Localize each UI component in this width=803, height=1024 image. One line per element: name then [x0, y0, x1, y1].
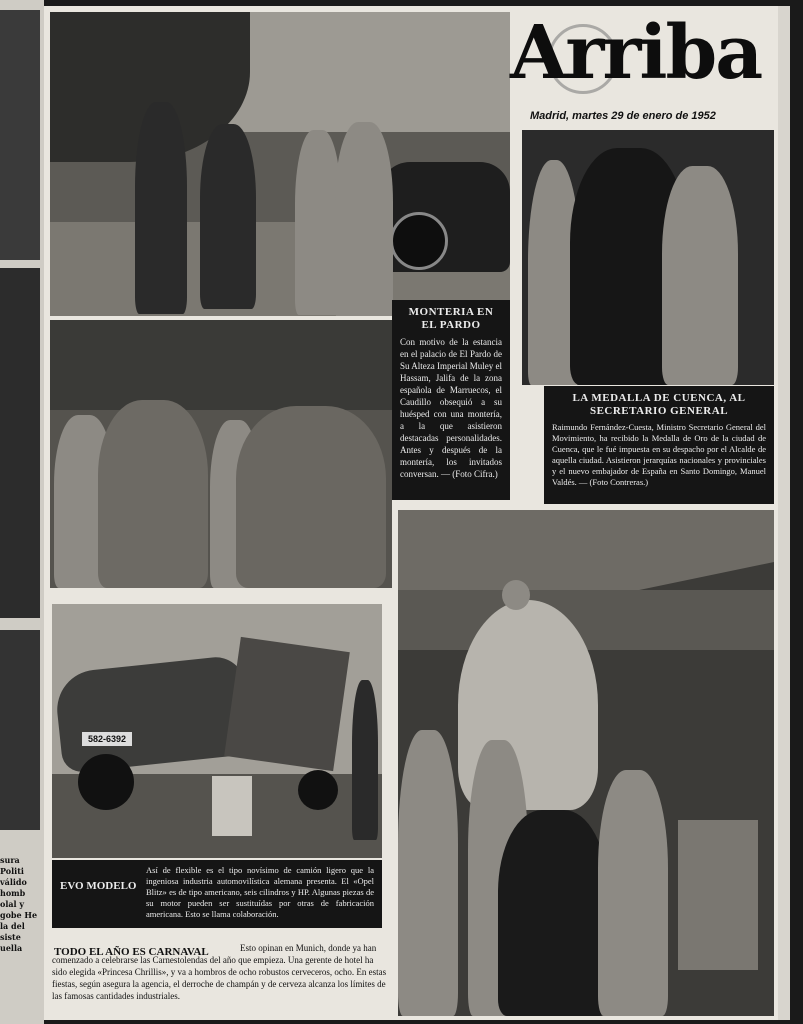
photo-monteria-guests [50, 320, 392, 588]
princess-head [502, 580, 530, 610]
figure-guest-2 [98, 400, 208, 588]
curtain-drapes [398, 590, 774, 650]
caption-monteria-heading: MONTERIA EN EL PARDO [408, 306, 494, 331]
truck-wheel-front [78, 754, 134, 810]
photo-monteria-palace [50, 12, 510, 316]
left-page-text-fragment: sura Politi válido homb olal y gobe He la del siste uella [0, 855, 38, 953]
truck-cab [53, 654, 252, 773]
photo-opel-truck [52, 604, 382, 858]
left-page-photo-middle [0, 268, 40, 618]
masthead [508, 8, 788, 120]
photo-medalla-ceremony [522, 130, 774, 385]
carnaval-text: Esto opinan en Munich, donde ya han comenzado a celebrarse las Carnestolendas del año que empieza. Una gerente de hotel ha sido elegida «Princesa Chrillis», y va a hombros de ocho robustos cerveceros, ocho. En estas fiestas, según asegura la agencia, el derroche de champán y de cerveza alcanza los límites de las famosas cantidades industriales. [52, 943, 387, 1001]
figure-carrier-3 [598, 770, 668, 1016]
carnaval-heading: TODO EL AÑO ES CARNAVAL [54, 946, 209, 958]
caption-monteria-text: Con motivo de la estancia en el palacio de El Pardo de Su Alteza Imperial Muley el Hassam, Jalifa de la zona española de Marruecos, el Caudillo obsequió a su huésped con una montería, a la que asistieron destacadas personalidades. Antes y después de la montería, los invitados conversan. — (Foto Cifra.) [400, 337, 502, 479]
figure-guest-4 [236, 406, 386, 588]
figure-carrier-1 [398, 730, 458, 1016]
caption-camion-text: Así de flexible es el tipo novísimo de camión ligero que la ingeniosa industria automovilística alemana presenta. El «Opel Blitz» es de tipo americano, seis cilindros y HP. Algunas piezas de su motor pueden ser sustituídas por otras de fabricación americana. Esto se llama colaboración. [146, 865, 374, 919]
wooden-stand [212, 776, 252, 836]
license-plate: 582-6392 [82, 732, 132, 746]
caption-camion-heading: EVO MODELO [60, 880, 137, 892]
figure-hunter-1 [135, 102, 187, 314]
caption-camion [52, 860, 382, 928]
bar-counter [678, 820, 758, 970]
caption-medalla-text: Raimundo Fernández-Cuesta, Ministro Secretario General del Movimiento, ha recibido la Medalla de Oro de la ciudad de Cuenca, que le fué impuesta en su despacho por el Alcalde de aquella ciudad. Asistieron jerarquías nacionales y provinciales y el nuevo embajador de España en Santo Domingo, Manuel Valdés. — (Foto Contreras.) [552, 422, 766, 487]
figure-hunter-2 [200, 124, 256, 309]
caption-medalla-heading: LA MEDALLA DE CUENCA, AL SECRETARIO GENERAL [572, 392, 746, 417]
dateline: Madrid, martes 29 de enero de 1952 [530, 110, 716, 122]
figure-man-foreground [498, 810, 608, 1016]
photo-carnaval-princess [398, 510, 774, 1016]
truck-bed [224, 637, 350, 771]
figure-hunter-4 [335, 122, 393, 316]
caption-monteria [392, 300, 510, 500]
newspaper-title: Arriba [510, 10, 762, 96]
truck-wheel-rear [298, 770, 338, 810]
car-wheel [390, 212, 448, 270]
left-page-photo-top [0, 10, 40, 260]
left-facing-page [0, 0, 44, 1024]
page-edge [778, 6, 790, 1020]
caption-medalla [544, 386, 774, 504]
left-page-photo-bottom [0, 630, 40, 830]
figure-man-standing [352, 680, 378, 840]
figure-fernandez-cuesta [662, 166, 738, 385]
article-carnaval [52, 938, 390, 1016]
